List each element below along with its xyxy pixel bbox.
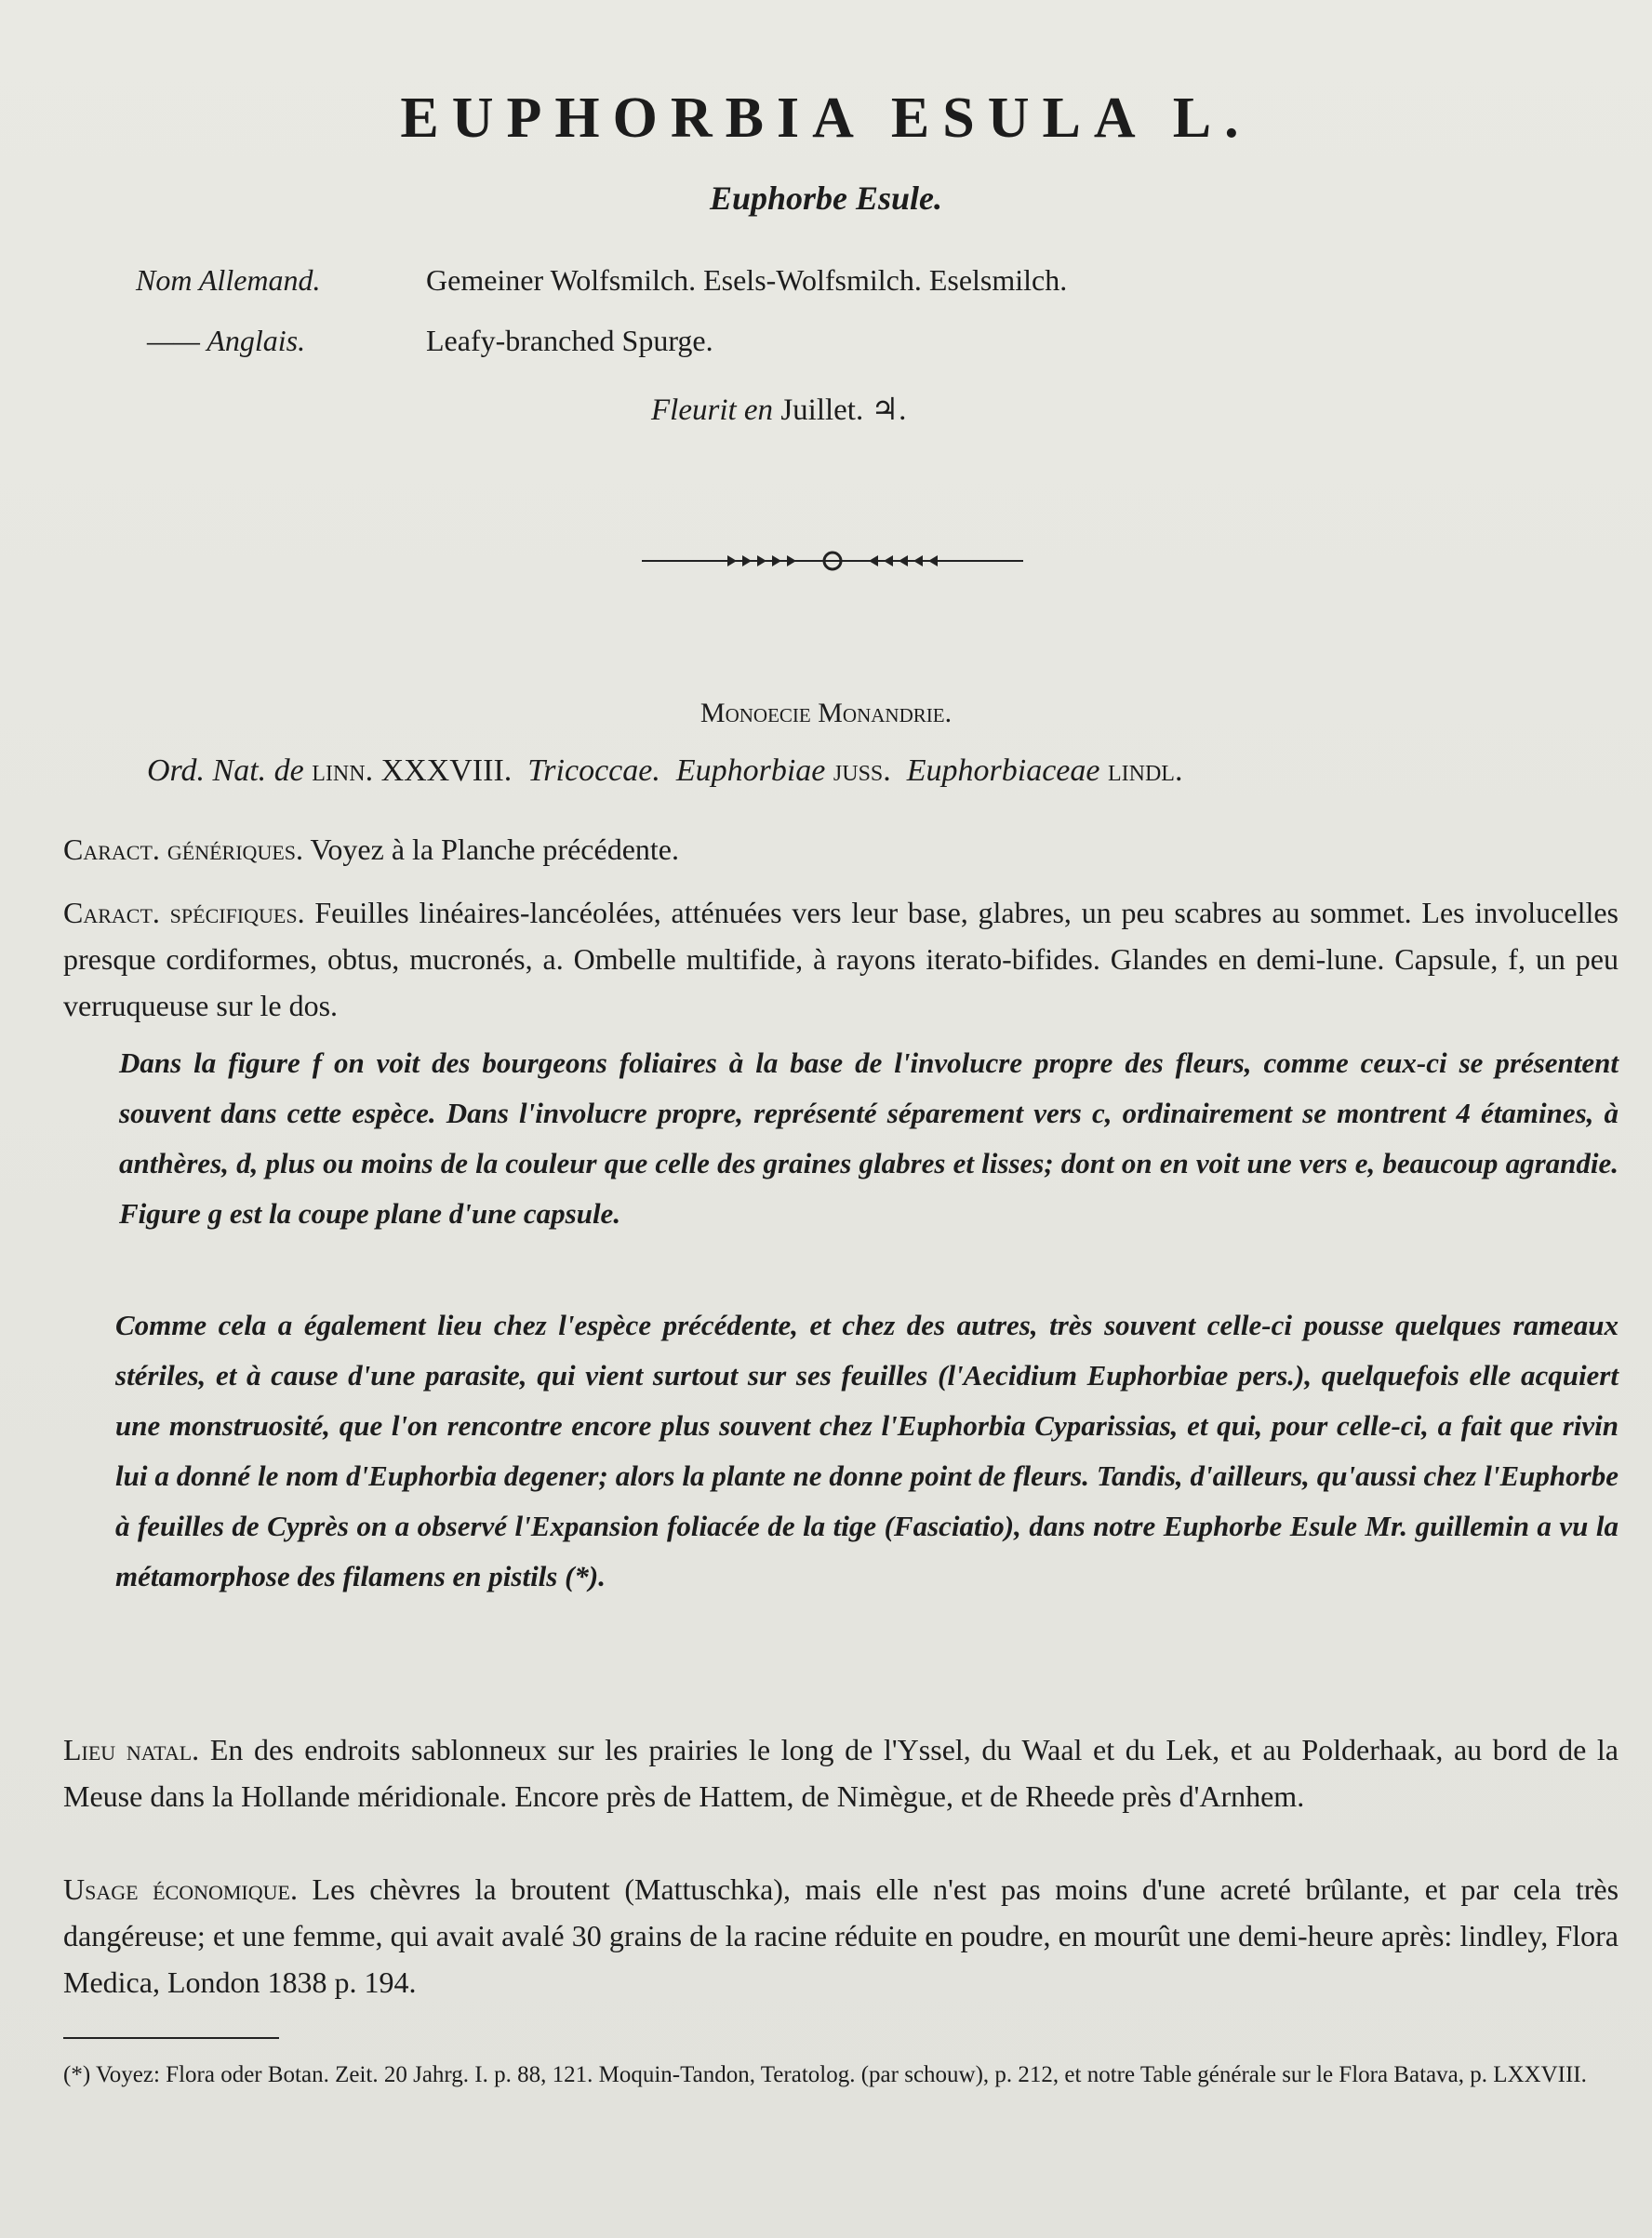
english-name-label — [147, 324, 305, 358]
linn-abbrev: linn. — [312, 753, 374, 788]
english-name-value: Leafy-branched Spurge. — [426, 324, 713, 357]
juss-abbrev: juss. — [833, 753, 891, 788]
generic-text: Voyez à la Planche précédente. — [310, 833, 679, 866]
flowering-label: Fleurit — [651, 393, 737, 427]
tricoccae-text: Tricoccae. — [527, 753, 660, 788]
page-subtitle: Euphorbe Esule. — [709, 180, 943, 217]
specific-text: Feuilles linéaires-lancéolées, atténuées vers leur base, glabres, un peu scabres au sommet. Les involucelles presque cordiformes, obtus, mucronés, a. Ombelle multifide, à rayons iterato-bifides. Glandes en demi-lune. Capsule, f, un peu verruqueuse sur le dos. — [63, 896, 1619, 1022]
page-title: EUPHORBIA ESULA L. — [400, 87, 1252, 150]
specific-characters — [63, 889, 1619, 1029]
flowering-line — [651, 391, 906, 428]
flowering-en: en — [743, 393, 774, 427]
habitat-label: Lieu natal. — [63, 1733, 200, 1766]
generic-characters — [63, 826, 1619, 873]
ord-nat-text: Ord. Nat. de — [147, 753, 304, 788]
figure-description: Dans la figure f on voit des bourgeons foliaires à la base de l'involucre propre des fleurs, comme ceux-ci se présentent souvent dans cette espèce. Dans l'involucre propre, représenté séparement vers c, ordinairement se montrent 4 étamines, à anthères, d, plus ou moins de la couleur que celle des graines glabres et lisses; dont on en voit une vers e, beaucoup agrandie. Figure g est la coupe plane d'une capsule. — [119, 1046, 1619, 1230]
perennial-symbol-icon: ♃. — [871, 393, 907, 427]
natural-order-line — [147, 753, 1182, 789]
footnote-rule — [63, 2037, 279, 2039]
german-label-text: Nom Allemand. — [136, 263, 321, 297]
lindl-abbrev: lindl. — [1107, 753, 1183, 788]
footnote: (*) Voyez: Flora oder Botan. Zeit. 20 Jahrg. I. p. 88, 121. Moquin-Tandon, Teratolog. (par schouw), p. 212, et notre Table générale sur le Flora Batava, p. LXXVIII. — [63, 2062, 1587, 2087]
specific-label: Caract. spécifiques. — [63, 896, 305, 929]
german-name-value: Gemeiner Wolfsmilch. Esels-Wolfsmilch. Eselsmilch. — [426, 263, 1068, 297]
generic-label: Caract. génériques. — [63, 833, 304, 866]
habitat-text: En des endroits sablonneux sur les prairies le long de l'Yssel, du Waal et du Lek, et au Polderhaak, au bord de la Meuse dans la Hollande méridionale. Encore près de Hattem, de Nimègue, et de Rheede près d'Arnhem. — [63, 1733, 1619, 1813]
economic-usage-section — [63, 1866, 1619, 2005]
habitat-section — [63, 1726, 1619, 1819]
classification-heading: Monoecie Monandrie. — [699, 698, 953, 728]
german-name-label — [136, 263, 321, 298]
ornament-divider-icon — [642, 545, 1023, 577]
usage-label: Usage économique. — [63, 1872, 298, 1906]
order-number: XXXVIII. — [380, 753, 513, 788]
monstrosity-note: Comme cela a également lieu chez l'espèce précédente, et chez des autres, très souvent celle-ci pousse quelques rameaux stériles, et à cause d'une parasite, qui vient surtout sur ses feuilles (l'Aecidium Euphorbiae pers.), quelquefois elle acquiert une monstruosité, que l'on rencontre encore plus souvent chez l'Euphorbia Cyparissias, et qui, pour celle-ci, a fait que rivin lui a donné le nom d'Euphorbia degener; alors la plante ne donne point de fleurs. Tandis, d'ailleurs, qu'aussi chez l'Euphorbe à feuilles de Cyprès on a observé l'Expansion foliacée de la tige (Fasciatio), dans notre Euphorbe Esule Mr. guillemin a vu la métamorphose des filamens en pistils (*). — [115, 1309, 1619, 1592]
flowering-month: Juillet. — [780, 393, 864, 427]
usage-text: Les chèvres la broutent (Mattuschka), mais elle n'est pas moins d'une acreté brûlante, et par cela très dangéreuse; et une femme, qui avait avalé 30 grains de la racine réduite en poudre, en mourût une demi-heure après: lindley, Flora Medica, London 1838 p. 194. — [63, 1872, 1619, 1999]
euphorbiaceae-text: Euphorbiaceae — [906, 753, 1100, 788]
english-label-text: —— Anglais. — [147, 324, 306, 357]
euphorbiae-text: Euphorbiae — [675, 753, 826, 788]
